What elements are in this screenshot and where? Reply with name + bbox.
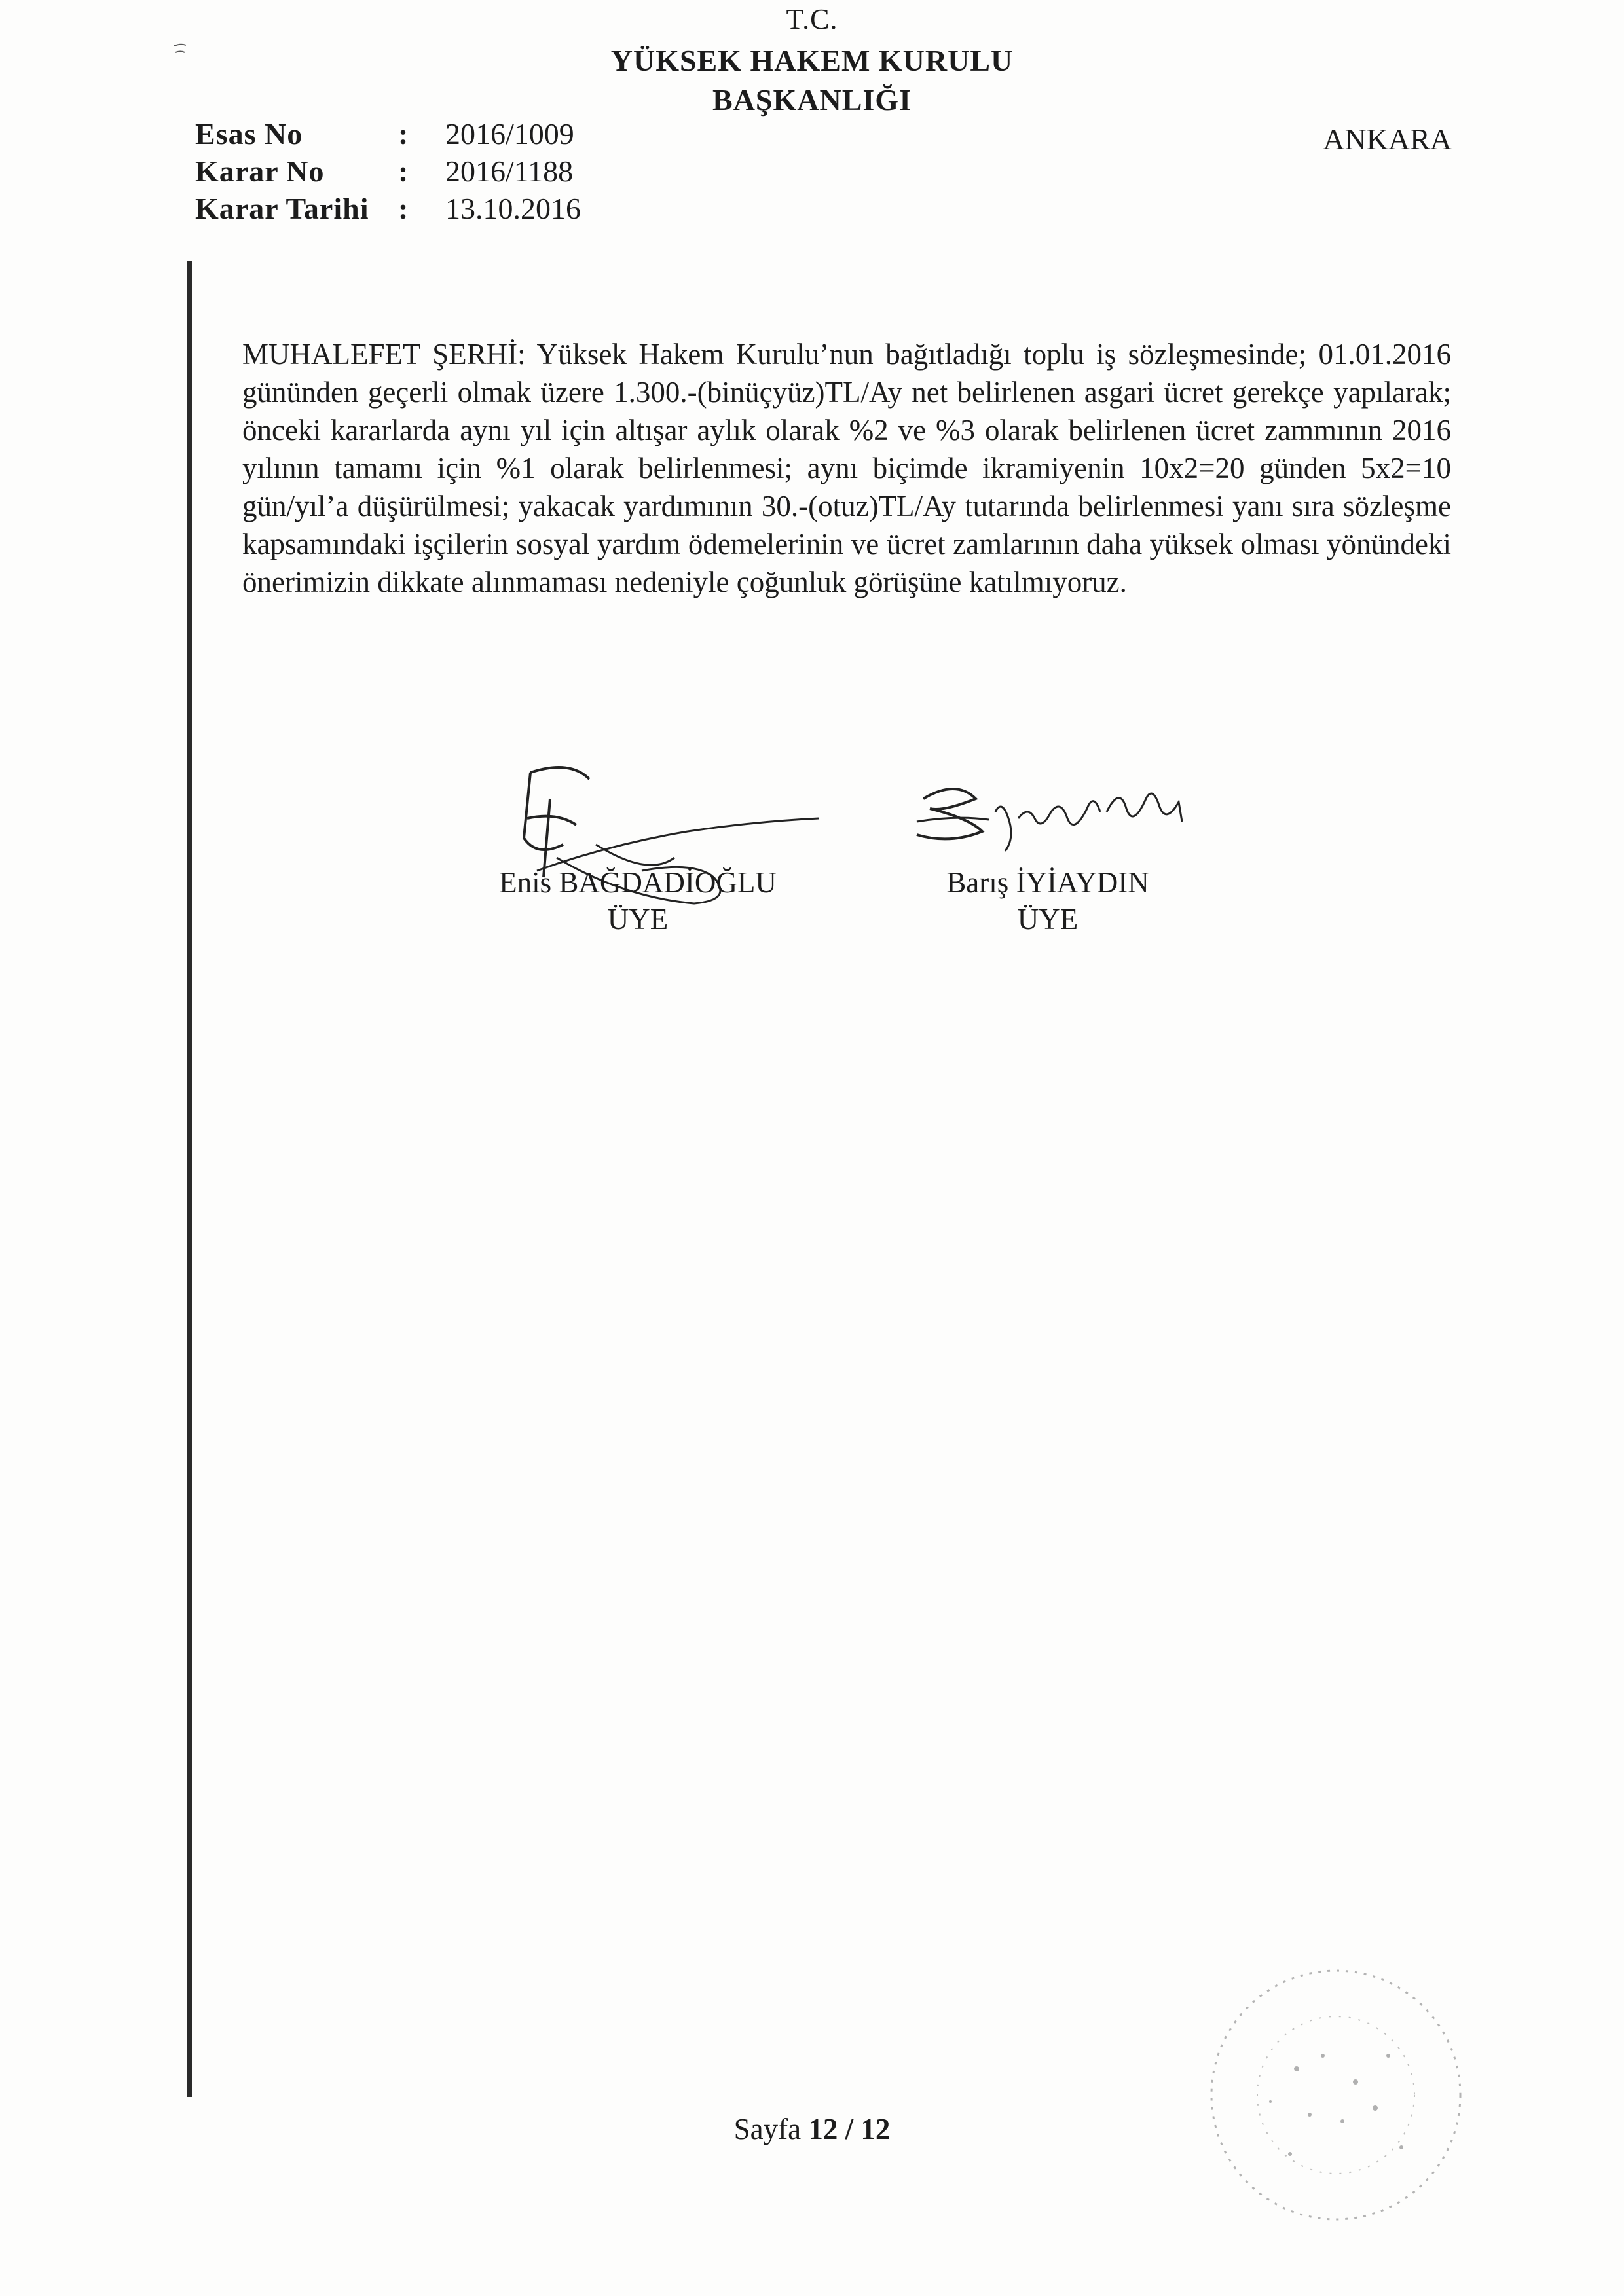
- meta-colon: :: [398, 117, 409, 151]
- dissent-paragraph: MUHALEFET ŞERHİ: Yüksek Hakem Kurulu’nun bağıtladığı toplu iş sözleşmesinde; 01.01.2016 gününden geçerli olmak üzere 1.300.-(binüçyüz)TL/Ay net belirlenen asgari ücret gerekçe yapılarak; önceki kararlarda aynı yıl için altışar aylık olarak %2 ve %3 olarak belirlenen ücret zammının 2016 yılının tamamı için %1 olarak belirlenmesi; aynı biçimde ikramiyenin 10x2=20 günden 5x2=10 gün/yıl’a düşürülmesi; yakacak yardımının 30.-(otuz)TL/Ay tutarında belirlenmesi yanı sıra sözleşme kapsamındaki işçilerin sosyal yardım ödemelerinin ve ücret zamlarının daha yüksek olması yönündeki önerimizin dikkate alınmaması nedeniyle çoğunluk görüşüne katılmıyoruz.: [242, 338, 1451, 598]
- meta-value: 2016/1188: [445, 155, 574, 188]
- meta-row-decision-date: [195, 191, 581, 228]
- page-prefix: Sayfa: [733, 2113, 809, 2145]
- signatory-2-name: Barış İYİAYDIN: [946, 866, 1149, 899]
- meta-label: Esas No: [195, 117, 303, 151]
- country-code: T.C.: [786, 3, 838, 35]
- city: ANKARA: [1323, 122, 1452, 156]
- signatory-1-name: Enis BAĞDADİOĞLU: [499, 866, 777, 899]
- official-stamp: [1192, 1951, 1480, 2239]
- meta-label: Karar No: [195, 155, 325, 188]
- meta-row-case-no: [195, 117, 581, 154]
- meta-colon: :: [398, 192, 409, 225]
- page-footer: [0, 2112, 1624, 2146]
- case-metadata: [195, 117, 581, 228]
- meta-label: Karar Tarihi: [195, 192, 369, 225]
- meta-value: 2016/1009: [445, 117, 574, 151]
- signatory-1-role: ÜYE: [607, 903, 669, 936]
- margin-rule: [187, 261, 192, 2097]
- meta-row-decision-no: [195, 154, 581, 191]
- meta-value: 13.10.2016: [445, 192, 581, 225]
- signature-2-image: [904, 773, 1270, 864]
- institution-office: BAŞKANLIĞI: [712, 83, 912, 117]
- signatory-2-role: ÜYE: [1017, 903, 1079, 936]
- meta-colon: :: [398, 155, 409, 188]
- page-number: 12 / 12: [808, 2113, 891, 2145]
- institution-name: YÜKSEK HAKEM KURULU: [610, 44, 1014, 77]
